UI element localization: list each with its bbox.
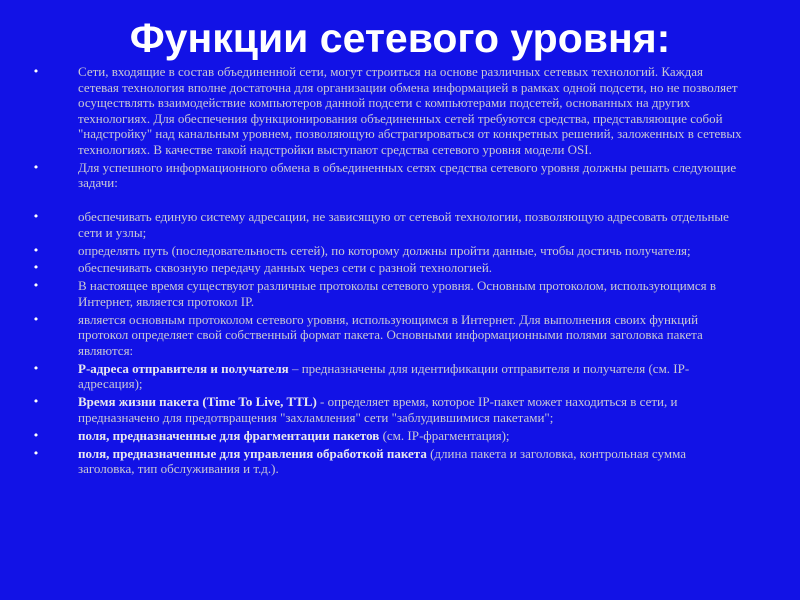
bullet-icon: • xyxy=(32,395,40,409)
bullet-icon: • xyxy=(32,312,40,326)
bullet-text: определять путь (последовательность сетей), по которому должны пройти данные, чтобы достичь получателя; xyxy=(78,242,691,258)
bullet-text: (длина пакета и заголовка, контрольная сумма заголовка, тип обслуживания и т.д.). xyxy=(78,445,686,477)
bullet-item xyxy=(26,243,744,259)
bullet-icon: • xyxy=(32,428,40,442)
bullet-icon: • xyxy=(32,243,40,257)
bullet-item xyxy=(26,64,744,158)
bullet-icon: • xyxy=(32,446,40,460)
bullet-icon: • xyxy=(32,65,40,78)
bullet-text: Сети, входящие в состав объединенной сети, могут строиться на основе различных сетевых технологий. Каждая сетевая технология вполне достаточна для организации обмена информацией в рамках одной подсети, но не позволяет осуществлять взаимодействие компьютеров данной подсети с компьютерами подсетей, основанных на других технологиях. Для обеспечения функционирования объединенных сетей требуются средства, представляющие собой "надстройку" над канальным уровнем, позволяющую абстрагироваться от конкретных решений, заложенных в сетевых технологиях. В качестве такой надстройки выступают средства сетевого уровня модели OSI. xyxy=(78,64,742,157)
bullet-item xyxy=(26,160,744,191)
bullet-text: В настоящее время существуют различные протоколы сетевого уровня. Основным протоколом, использующимся в Интернет, является протокол IP. xyxy=(78,278,717,309)
bullet-text: – предназначены для идентификации отправителя и получателя (см. IP-адресация); xyxy=(78,360,690,392)
bullet-item xyxy=(26,312,744,359)
bullet-list xyxy=(26,64,744,479)
bullet-text: является основным протоколом сетевого уровня, использующимся в Интернет. Для выполнения своих функций протокол определяет свой собственный формат пакета. Основными информационными полями заголовка пакета являются: xyxy=(78,311,703,358)
bullet-icon: • xyxy=(32,261,40,275)
bullet-icon: • xyxy=(32,160,40,174)
bullet-item xyxy=(26,260,744,276)
bullet-bold-text: Время жизни пакета (Time To Live, TTL) xyxy=(78,394,317,410)
bullet-text: - определяет время, которое IP-пакет может находиться в сети, и предназначено для предотвращения "захламления" сети "заблудившимися пакетами"; xyxy=(78,394,678,425)
bullet-item xyxy=(26,361,744,392)
bullet-item xyxy=(26,428,744,444)
bullet-icon: • xyxy=(32,361,40,375)
bullet-item xyxy=(26,446,744,477)
bullet-text: обеспечивать единую систему адресации, не зависящую от сетевой технологии, позволяющую адресовать отдельные сети и узлы; xyxy=(78,209,729,240)
slide-title: Функции сетевого уровня: xyxy=(129,15,671,61)
bullet-icon: • xyxy=(32,210,40,224)
bullet-text: (см. IP-фрагментация); xyxy=(379,427,510,443)
bullet-item xyxy=(26,278,744,309)
bullet-item xyxy=(26,394,744,425)
bullet-icon: • xyxy=(32,279,40,293)
bullet-bold-text: поля, предназначенные для управления обработкой пакета xyxy=(78,445,427,461)
bullet-bold-text: поля, предназначенные для фрагментации пакетов xyxy=(78,427,380,443)
bullet-text: Для успешного информационного обмена в объединенных сетях средства сетевого уровня должны решать следующие задачи: xyxy=(78,159,737,191)
bullet-item xyxy=(26,209,744,240)
bullet-text: обеспечивать сквозную передачу данных через сети с разной технологией. xyxy=(78,260,493,276)
bullet-bold-text: P-адреса отправителя и получателя xyxy=(78,360,289,376)
